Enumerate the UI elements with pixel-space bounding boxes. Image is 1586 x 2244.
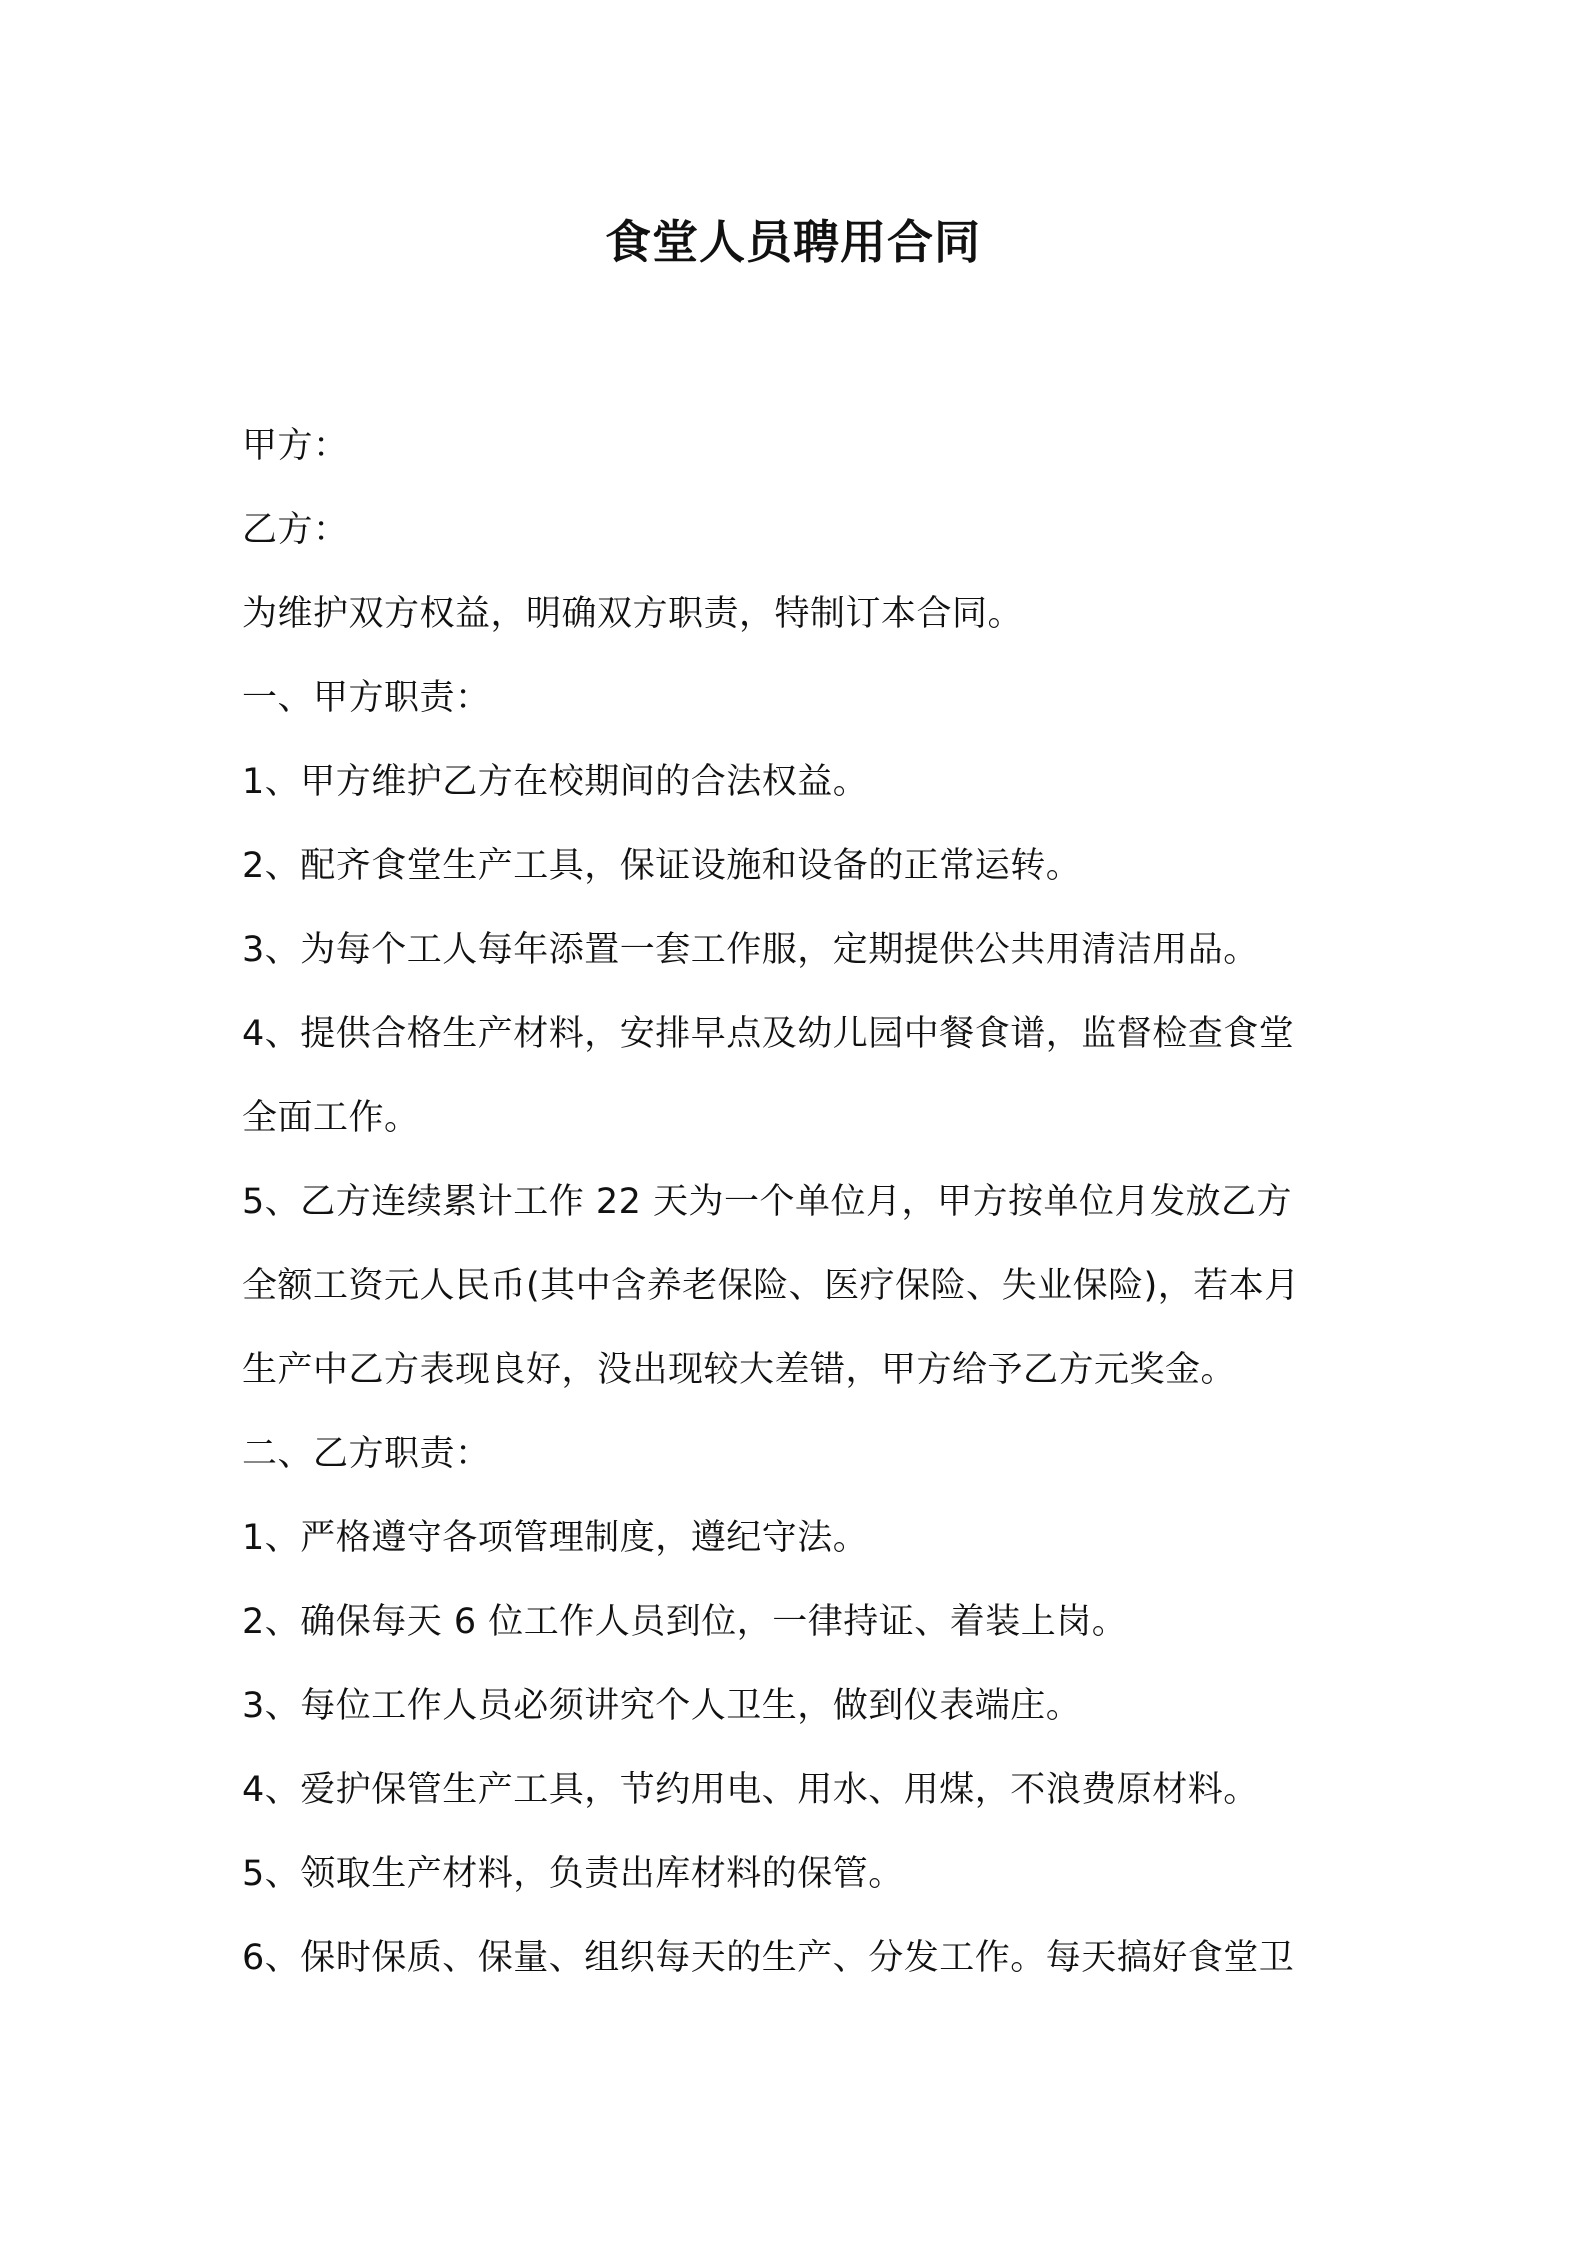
section-heading-party-a: 一、甲方职责： xyxy=(242,678,491,718)
clause-line: 4、提供合格生产材料，安排早点及幼儿园中餐食谱，监督检查食堂 xyxy=(242,1014,1295,1054)
clause-line: 5、乙方连续累计工作 22 天为一个单位月，甲方按单位月发放乙方 xyxy=(242,1182,1293,1222)
document-title: 食堂人员聘用合同 xyxy=(605,215,981,269)
clause-line: 1、严格遵守各项管理制度，遵纪守法。 xyxy=(242,1518,869,1558)
clause-line: 全面工作。 xyxy=(242,1098,420,1138)
clause-line: 3、每位工作人员必须讲究个人卫生，做到仪表端庄。 xyxy=(242,1686,1082,1726)
clause-line: 全额工资元人民币(其中含养老保险、医疗保险、失业保险)，若本月 xyxy=(242,1266,1300,1306)
preamble-line: 为维护双方权益，明确双方职责，特制订本合同。 xyxy=(242,594,1024,634)
section-heading-party-b: 二、乙方职责： xyxy=(242,1434,491,1474)
clause-line: 4、爱护保管生产工具，节约用电、用水、用煤，不浪费原材料。 xyxy=(242,1770,1259,1810)
clause-line: 6、保时保质、保量、组织每天的生产、分发工作。每天搞好食堂卫 xyxy=(242,1938,1295,1978)
party-a-line: 甲方： xyxy=(242,426,349,466)
clause-line: 2、确保每天 6 位工作人员到位，一律持证、着装上岗。 xyxy=(242,1602,1128,1642)
clause-line: 1、甲方维护乙方在校期间的合法权益。 xyxy=(242,762,869,802)
clause-line: 生产中乙方表现良好，没出现较大差错，甲方给予乙方元奖金。 xyxy=(242,1350,1237,1390)
clause-line: 2、配齐食堂生产工具，保证设施和设备的正常运转。 xyxy=(242,846,1082,886)
party-b-line: 乙方： xyxy=(242,510,349,550)
clause-line: 5、领取生产材料，负责出库材料的保管。 xyxy=(242,1854,904,1894)
clause-line: 3、为每个工人每年添置一套工作服，定期提供公共用清洁用品。 xyxy=(242,930,1259,970)
document-body xyxy=(242,404,1372,2000)
